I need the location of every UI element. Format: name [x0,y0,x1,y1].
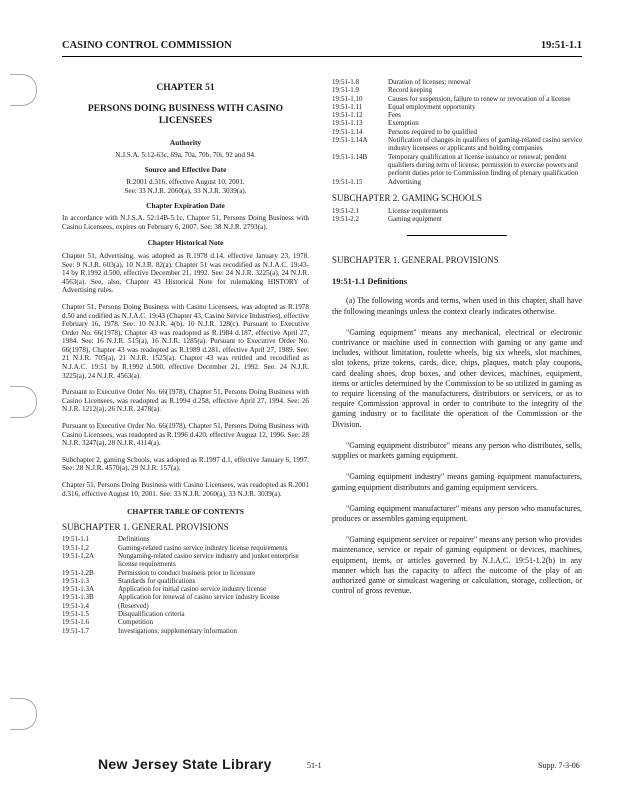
toc-entry-number: 19:51-1.12 [332,111,363,120]
toc-entry-title: Disqualification criteria [118,610,185,619]
toc-entry-title: Exemption [388,119,419,128]
definition-paragraph: "Gaming equipment distributor" means any person who distributes, sells, supplies or markets gaming equipment. [332,440,582,461]
history-paragraph: Pursuant to Executive Order No. 66(1978), Chapter 51, Persons Doing Business with Casino Licensees, was readopted as R.1996 d.420, effective August 12, 1996. See: 28 N.J.R. 3247(a), 28 N.J.R. 4114(a). [62,422,309,448]
toc-entry-title: Fees [388,111,401,120]
expiration-heading: Chapter Expiration Date [146,200,225,210]
toc-entry-number: 19:51-1.3 [62,576,90,585]
toc-entry-number: 19:51-1.11 [332,102,363,111]
toc-entry [332,95,582,103]
toc-entry-title: Application for initial casino service industry license [118,585,267,594]
section-divider [407,235,507,236]
toc-entry-number: 19:51-1.14 [332,127,363,136]
toc-entry [62,610,309,618]
right-column [332,78,582,607]
toc-entry [332,178,582,186]
toc-entry-number: 19:51-1.9 [332,86,360,95]
toc-entry-title: Persons required to be qualified [388,127,478,136]
definition-paragraph: "Gaming equipment" means any mechanical, electrical or electronic contrivance or machine used in connection with gaming or any game and includes, without limitation, roulette wheels, big six wheels, slot machines, slot tokens, prize tokens, cards, dice, chips, plaques, match play coupons, card dealing shoes, drop boxes, and other devices, machines, equipment, items or articles determined by the Commission to be so utilized in gaming as to require licensing of the manufacturers, distributors or servicers, or as to require Commission approval in order to contribute to the integrity of the gaming industry or to facilitate the operation of the Commission or the Division. [332,327,582,429]
toc-entry [332,78,582,86]
toc-entry [62,544,309,552]
toc-entry-title: Record keeping [388,86,433,95]
toc-entry-number: 19:51-1.2A [62,551,95,560]
toc-entry-number: 19:51-2.1 [332,206,360,215]
section-heading: 19:51-1.1 Definitions [332,276,408,287]
definition-paragraph: "Gaming equipment manufacturer" means any person who manufactures, produces or assembles gaming equipment. [332,503,582,523]
toc-entry [62,585,309,593]
toc-entry-title: Permission to conduct business prior to licensure [118,568,256,577]
toc-entry-title: Gaming equipment [388,215,442,224]
toc-entry-title: Equal employment opportunity [388,102,476,111]
toc-entry-title: Advertising [388,177,422,186]
toc-entry [62,593,309,601]
definition-paragraph: (a) The following words and terms, when used in this chapter, shall have the following meanings unless the context clearly indicates otherwise. [332,296,582,316]
history-paragraph: Pursuant to Executive Order No. 66(1978), Chapter 51, Persons Doing Business with Casino Licensees, was readopted as R.1994 d.258, effective April 27, 1994. See: 26 N.J.R. 1212(a), 26 N.J.R. 2478(a). [62,388,309,414]
toc-entry [332,128,582,136]
toc-entry-title: Gaming-related casino service industry license requirements [118,543,288,552]
header-section: 19:51-1.1 [540,40,582,51]
toc-entry [62,577,309,585]
toc-entry-number: 19:51-1.5 [62,610,90,619]
toc-entry-title: License requirements [388,206,449,215]
toc-entry [332,86,582,94]
definition-paragraph: "Gaming equipment industry" means gaming equipment manufacturers, gaming equipment distributors and gaming equipment servicers. [332,472,582,492]
toc-list-right [332,78,582,186]
toc-subchapter-1: SUBCHAPTER 1. GENERAL PROVISIONS [62,521,229,532]
history-paragraph: Chapter 51, Advertising, was adopted as R.1978 d.14, effective January 23, 1978. See: 9 N.J.R. 603(a), 10 N.J.R. 82(a). Chapter 51 was recodified as N.J.A.C. 19:43-14 by R.1992 d.500, effective December 21, 1992. See: 24 N.J.R. 3225(a), 24 N.J.R. 4563(a). See, also, Chapter 43 Historical Note for rulemaking HISTORY of Advertising rules. [62,251,309,295]
toc-entry [332,153,582,178]
toc-entry-number: 19:51-1.2B [62,568,94,577]
supplement-date: Supp. 7-3-06 [538,761,580,770]
toc-entry [332,136,582,153]
page-number: 51-1 [307,761,322,770]
toc-entry-number: 19:51-1.7 [62,626,90,635]
toc-entry-number: 19:51-1.3A [62,585,95,594]
toc-list-left [62,535,309,635]
toc-entry-number: 19:51-1.6 [62,618,90,627]
toc-entry-title: Investigations; supplementary information [118,626,237,635]
binder-hole-middle [10,386,37,418]
chapter-title: PERSONS DOING BUSINESS WITH CASINO LICENSEES [87,103,284,126]
history-paragraph: Subchapter 2, gaming Schools, was adopted as R.1997 d.1, effective January 6, 1997. See: 28 N.J.R. 4570(a), 29 N.J.R. 157(a). [62,455,309,473]
toc-entry-title: Competition [118,618,153,627]
library-stamp: New Jersey State Library [98,756,272,772]
binder-hole-top [10,74,37,106]
definition-paragraph: "Gaming equipment servicer or repairer" means any person who provides maintenance, service or repair of gaming equipment or devices, machines, equipment, items, or articles governed by N.J.A.C. 19:51-1.2(b) in any manner which has the capacity to affect the outcome of the play of an authorized game or simulcast wagering or calculation, storage, collection, or control of gross revenue. [332,535,582,596]
subchapter-1-heading: SUBCHAPTER 1. GENERAL PROVISIONS [332,255,499,266]
toc-entry-title: Definitions [118,535,150,544]
toc-entry-title: (Reserved) [118,601,149,610]
toc-entry-number: 19:51-1.4 [62,601,90,610]
authority-heading: Authority [169,137,202,147]
chapter-number: CHAPTER 51 [156,83,215,93]
toc-entry [332,119,582,127]
toc-entry-title: Application for renewal of casino service industry license [118,593,280,602]
toc-entry-number: 19:51-1.15 [332,177,363,186]
running-header [62,40,582,57]
toc-entry [62,627,309,635]
toc-entry-title: Nongaming-related casino service industry and junket enterprise license requirements [118,551,299,569]
toc-entry-number: 19:51-1.1 [62,535,90,544]
source-text-2: See: 33 N.J.R. 2060(a), 33 N.J.R. 3039(a). [124,186,247,195]
binder-hole-bottom [10,698,37,730]
toc-entry [62,569,309,577]
toc-entry [332,207,582,215]
toc-entry-number: 19:51-1.8 [332,78,360,86]
toc-entry-number: 19:51-1.14A [332,136,368,145]
source-heading: Source and Effective Date [144,164,227,174]
toc-entry-number: 19:51-1.14B [332,152,368,161]
history-paragraph: Chapter 51, Persons Doing Business with Casino Licensees, was adopted as R.1978 d.50 and codified as N.J.A.C. 19:43 (Chapter 43, Casino Service Industries), effective February 16, 1978. See: 10 N.J.R. 4(b), 10 N.J.R. 128(c). Pursuant to Executive Order No. 66(1978), Chapter 43 was readopted as R.1984 d.187, effective April 27, 1984. See: 16 N.J.R. 515(a), 16 N.J.R. 1285(a). Pursuant to Executive Order No. 66(1978), Chapter 43 was readopted as R.1989 d.281, effective April 27, 1989. See: 21 N.J.R. 705(a), 21 N.J.R. 1525(a). Chapter 43 was retitled and recodified as N.J.A.C. 19:51 by R.1992 d.500, effective December 21, 1992. See: 24 N.J.R. 3225(a), 24 N.J.R. 4563(a). [62,302,309,380]
header-agency: CASINO CONTROL COMMISSION [62,40,232,51]
history-heading: Chapter Historical Note [147,238,224,248]
toc-entry-title: Standards for qualifications [118,576,196,585]
toc-entry [62,535,309,543]
toc-entry [62,602,309,610]
authority-text: N.J.S.A. 5:12-63c, 69a, 70a, 70b, 70i, 92 and 94. [115,151,256,160]
toc-entry [332,103,582,111]
toc-title: CHAPTER TABLE OF CONTENTS [127,507,244,517]
toc-entry-number: 19:51-1.10 [332,94,363,103]
history-paragraph: Chapter 51, Persons Doing Business with Casino Licensees, was readopted as R.2001 d.316, effective August 10, 2001. See: 33 N.J.R. 2060(a), 33 N.J.R. 3039(a). [62,481,309,498]
toc-entry-number: 19:51-1.3B [62,593,94,602]
expiration-text: In accordance with N.J.S.A. 52:14B-5.1c, Chapter 51, Persons Doing Business with Casino Licensees, expires on February 6, 2007. See: 38 N.J.R. 2793(a). [62,214,309,231]
left-column [62,84,309,635]
toc-entry [62,552,309,569]
source-text-1: R.2001 d.316, effective August 10, 2001. [126,178,245,187]
toc-entry-title: Temporary qualification at license issuance or renewal; pendent qualifiers during term of license; permission to exercise powers and perform duties prior to Commission finding of plenary qualification [388,152,579,178]
toc-list-subchapter-2 [332,207,582,224]
toc-entry-title: Notification of changes in qualifiers of gaming-related casino service industry licensees or applicants and holding companies [388,136,582,153]
toc-subchapter-2: SUBCHAPTER 2. GAMING SCHOOLS [332,192,483,203]
toc-entry-title: Duration of licenses; renewal [388,78,471,86]
toc-entry-number: 19:51-2.2 [332,215,360,224]
toc-entry [62,618,309,626]
toc-entry [332,215,582,223]
toc-entry-number: 19:51-1.2 [62,543,90,552]
toc-entry-number: 19:51-1.13 [332,119,363,128]
toc-entry [332,111,582,119]
toc-entry-title: Causes for suspension, failure to renew or revocation of a license [388,94,571,103]
